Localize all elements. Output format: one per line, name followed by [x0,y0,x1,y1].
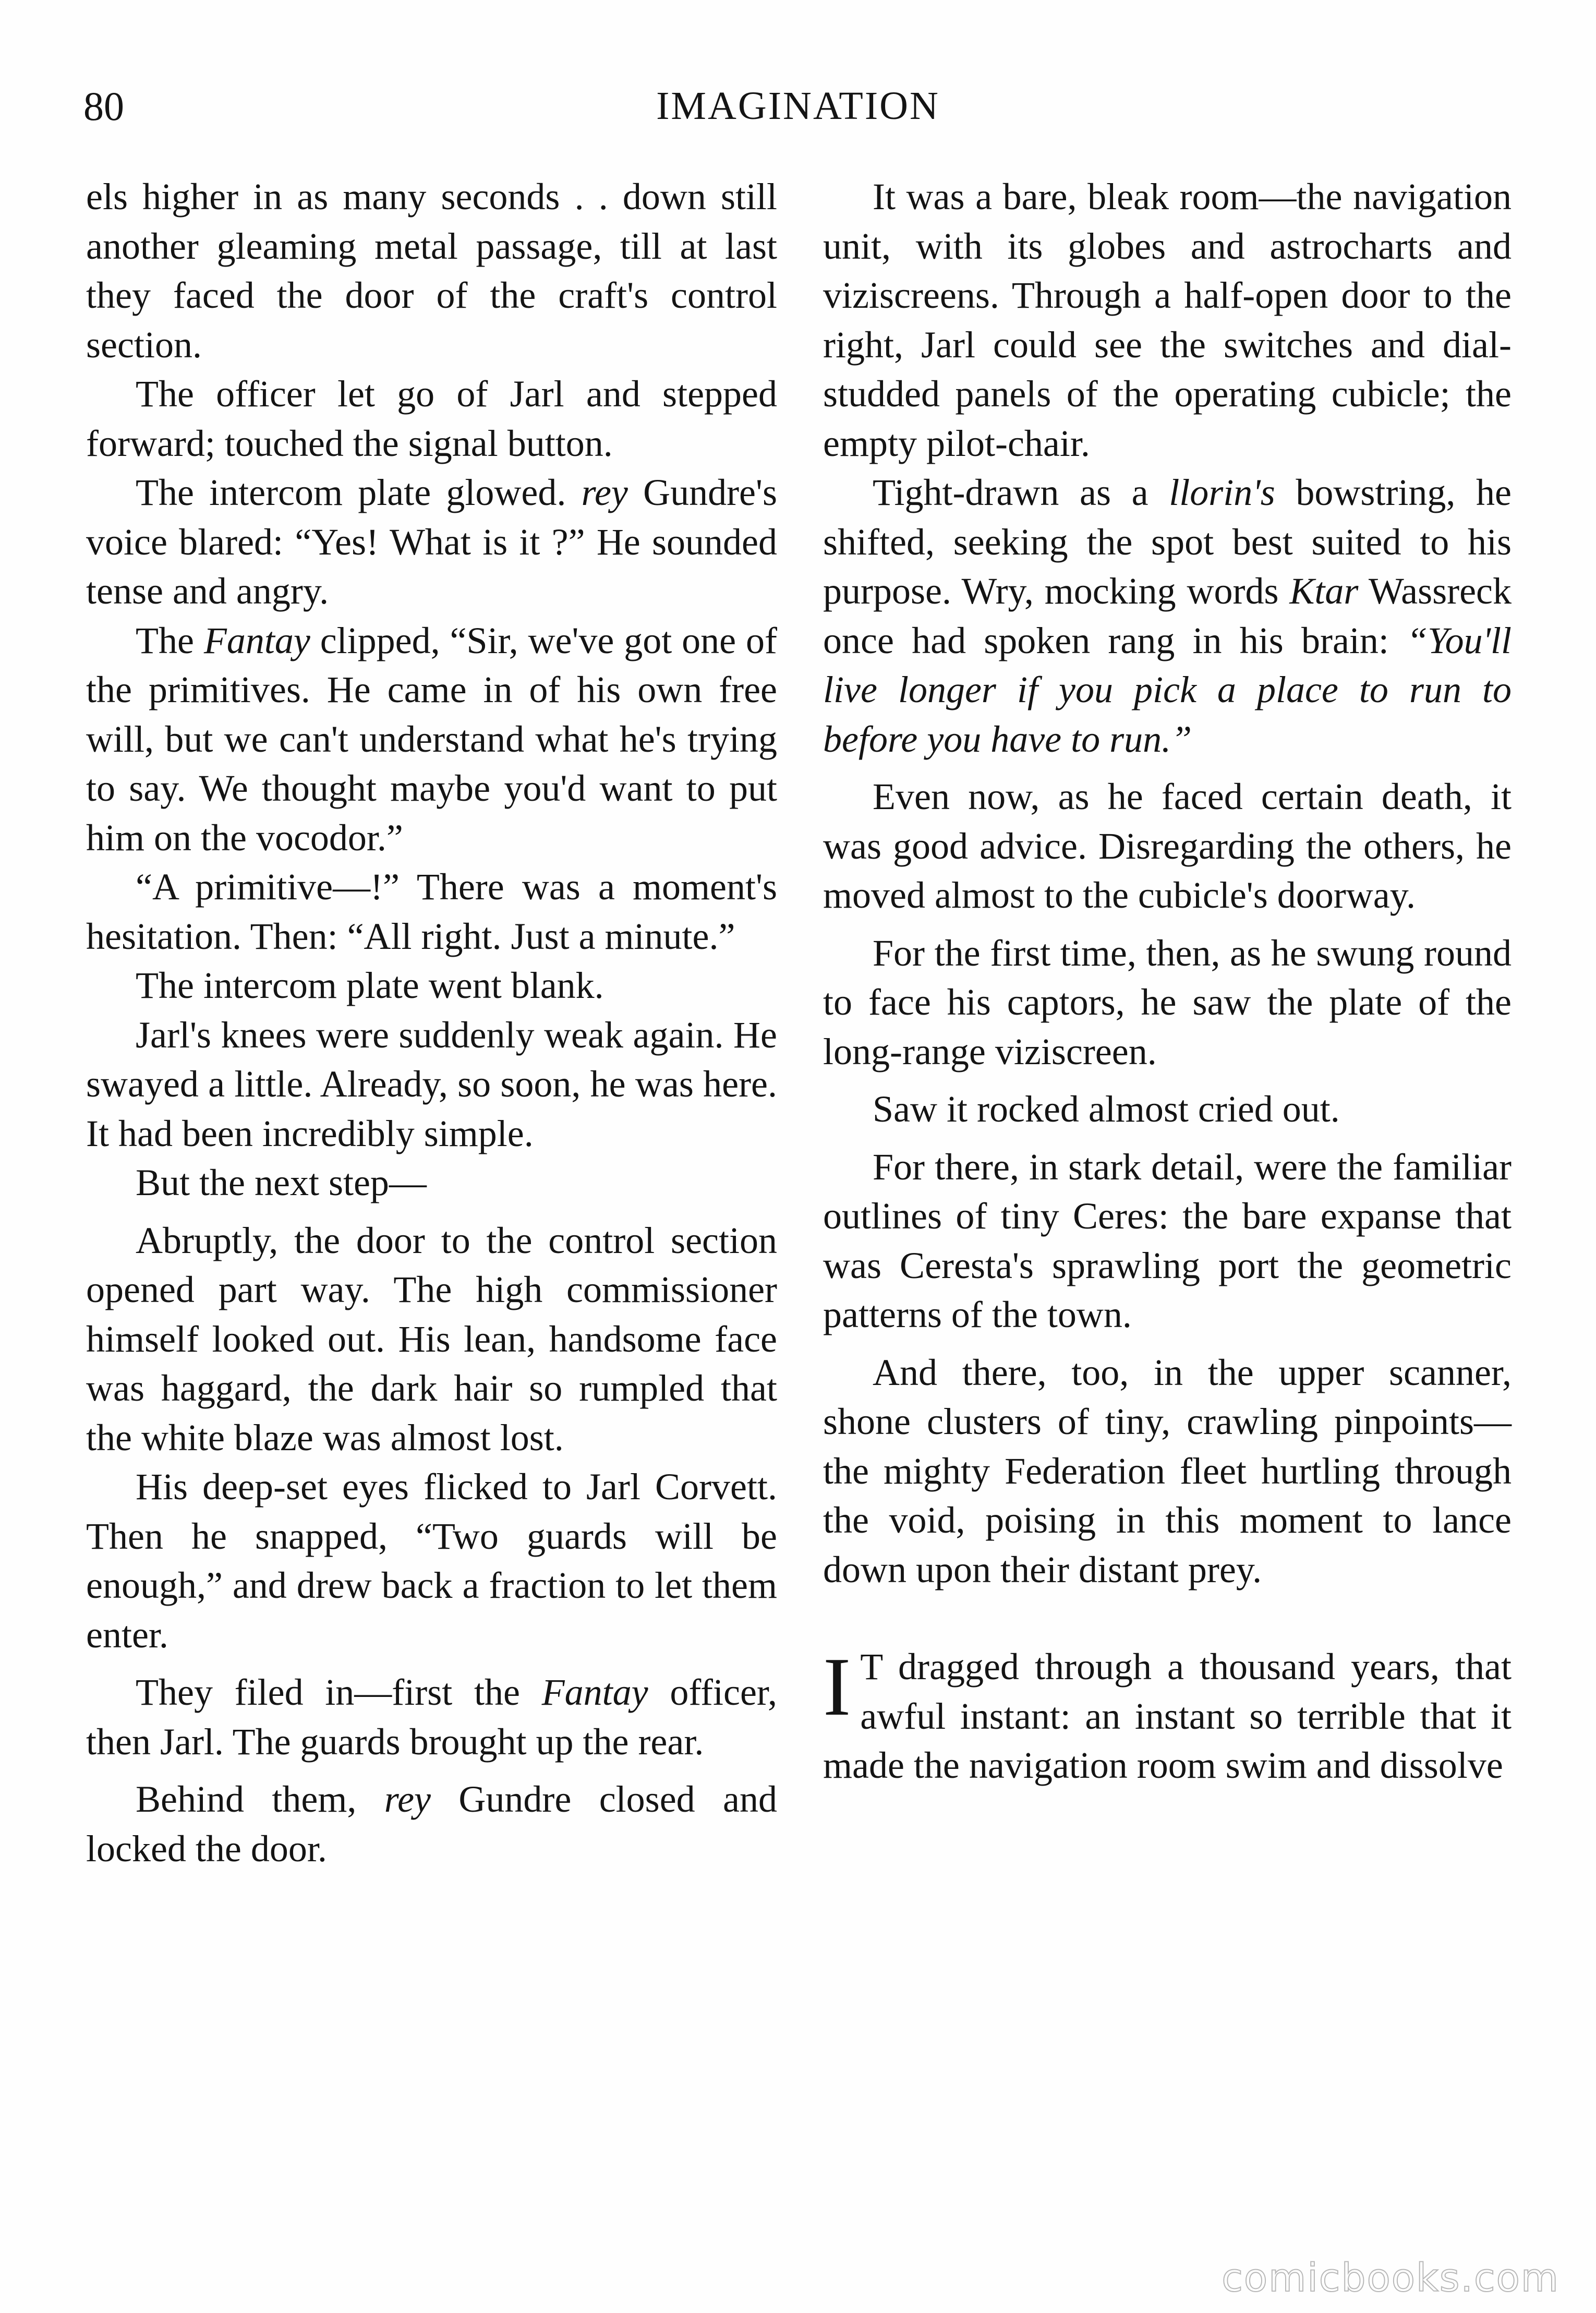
text-run: Gundre closed and locked the door. [86,1778,777,1870]
text-run: The [136,619,204,661]
right-paragraph-4: For the first time, then, as he swung round to face his captors, he saw the plate of the long-range viziscreen. [823,932,1512,1073]
text-run: Tight-drawn as a [873,472,1169,513]
right-paragraph-6: For there, in stark detail, were the familiar outlines of tiny Ceres: the bare expanse that was Ceresta's sprawling port the geometric patterns of the town. [823,1146,1512,1335]
text-run: bowstring, he shifted, seeking the spot best suited to his purpose. Wry, mocking words [823,472,1512,612]
left-paragraph-3 [86,468,777,616]
page-number: 80 [83,83,124,129]
left-paragraph-4 [86,616,777,863]
right-paragraph-3: Even now, as he faced certain death, it was good advice. Disregarding the others, he moved almost to the cubicle's doorway. [823,776,1512,916]
left-paragraph-5: “A primitive—!” There was a moment's hesitation. Then: “All right. Just a minute.” [86,866,777,957]
text-run: T dragged through a thousand years, that awful instant: an instant so terrible that it made the navigation room swim and dissolve [823,1646,1512,1786]
italic-run: Fantay [203,619,310,661]
right-paragraph-5: Saw it rocked almost cried out. [873,1088,1340,1130]
italic-run: Fantay [541,1671,648,1713]
italic-run: rey [384,1778,431,1820]
text-run: Wassreck once had spoken rang in his brain: [823,570,1512,661]
italic-run: llorin's [1169,472,1275,513]
right-paragraph-7: And there, too, in the upper scanner, shone clusters of tiny, crawling pinpoints—the mighty Federation fleet hurtling through the void, poising in this moment to lance down upon their distant prey. [823,1351,1512,1591]
left-paragraph-12 [86,1775,777,1873]
right-column [823,172,1512,1790]
left-paragraph-9: Abruptly, the door to the control section opened part way. The high commissioner himself looked out. His lean, handsome face was haggard, the dark hair so rumpled that the white blaze was almost lost. [86,1219,777,1459]
text-run: Behind them, [136,1778,384,1820]
italic-run: Ktar [1289,570,1359,612]
running-head: IMAGINATION [656,84,940,128]
text-run: officer, then Jarl. The guards brought up the rear. [86,1671,777,1763]
left-paragraph-10: His deep-set eyes flicked to Jarl Corvett. Then he snapped, “Two guards will be enough,” and drew back a fraction to let them enter. [86,1466,777,1656]
text-run: Gundre's voice blared: “Yes! What is it ?” He sounded tense and angry. [86,472,777,612]
left-column [86,172,777,1873]
italic-run: “You'll live longer if you pick a place to run to before you have to run.” [823,619,1512,760]
section-break-paragraph [823,1642,1512,1790]
right-paragraph-2 [823,468,1512,764]
left-paragraph-1: els higher in as many seconds . . down still another gleaming metal passage, till at last they faced the door of the craft's control section. [86,176,777,366]
watermark: comicbooks.com [1222,2256,1559,2300]
text-run: The intercom plate glowed. [136,472,582,513]
drop-cap: I [823,1640,851,1733]
left-paragraph-2: The officer let go of Jarl and stepped forward; touched the signal button. [86,373,777,464]
left-paragraph-7: Jarl's knees were suddenly weak again. He swayed a little. Already, so soon, he was here. It had been incredibly simple. [86,1014,777,1154]
right-paragraph-1: It was a bare, bleak room—the navigation unit, with its globes and astrocharts and viziscreens. Through a half-open door to the right, Jarl could see the switches and dial-studded panels of the operating cubicle; the empty pilot-chair. [823,176,1512,464]
text-run: They filed in—first the [136,1671,542,1713]
left-paragraph-8: But the next step— [136,1162,427,1203]
left-paragraph-6: The intercom plate went blank. [136,965,604,1006]
text-run: clipped, “Sir, we've got one of the primitives. He came in of his own free will, but we can't understand what he's trying to say. We thought maybe you'd want to put him on the vocodor.” [86,619,778,859]
italic-run: rey [581,472,628,513]
left-paragraph-11 [86,1668,777,1766]
